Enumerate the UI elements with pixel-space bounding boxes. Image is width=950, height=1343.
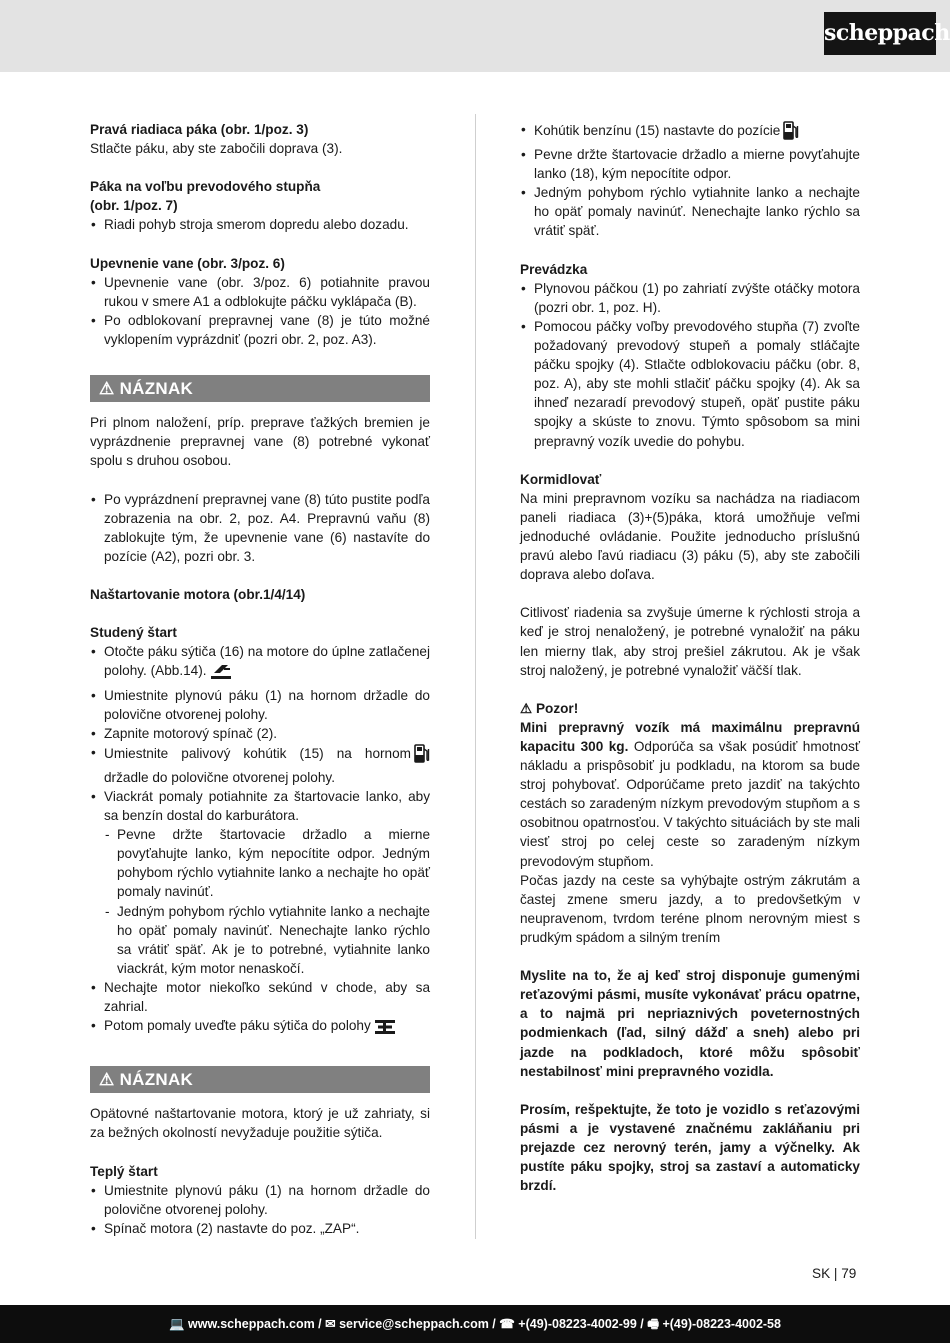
list-item: • Otočte páku sýtiča (16) na motore do úplne zatlačenej polohy. (Abb.14). — [90, 642, 430, 685]
section-title: Naštartovanie motora (obr.1/4/14) — [90, 587, 306, 603]
section-title: Pravá riadiaca páka (obr. 1/poz. 3) — [90, 122, 309, 137]
paragraph: Mini prepravný vozík má maximálnu prepravnú kapacitu 300 kg. Odporúča sa však posúdiť hmotnosť nákladu a prispôsobiť ju podkladu, na ktorom sa bude stroj pohybovať. Odporúčame preto jazdiť na takýchto cestách so zaradeným nízkym prevodovým stupňom a s osobitnou opatrnosťou. V takýchto situáciách by ste mali viesť stroj po celej ceste so zaradeným nízkym prevodovým stupňom. — [520, 719, 860, 869]
list-item: • Spínač motora (2) nastavte do poz. „ZAP“. — [90, 1219, 430, 1238]
fuel-pump-icon — [414, 743, 430, 768]
contact-text: 💻 www.scheppach.com / ✉ service@scheppach.com / ☎ +(49)-08223-4002-99 / 🖷 +(49)-08223-4002-58 — [169, 1317, 781, 1331]
left-column — [90, 120, 430, 1238]
fuel-pump-icon — [783, 120, 799, 145]
paragraph: Stlačte páku, aby ste zabočili doprava (3). — [90, 141, 343, 157]
paragraph: Citlivosť riadenia sa zvyšuje úmerne k rýchlosti stroja a keď je stroj nenaložený, je potrebné vynaložiť na páku len mierny tlak, aby stroj prešiel zákrutou. Ak je však stroj naložený, je potrebné vynaložiť väčší tlak. — [520, 605, 860, 678]
section-title: (obr. 1/poz. 7) — [90, 198, 178, 214]
scheppach-logo: scheppach — [824, 12, 936, 55]
section-title: Studený štart — [90, 625, 177, 641]
list-item: • Jedným pohybom rýchlo vytiahnite lanko a nechajte ho opäť pomaly navinúť. Nenechajte lanko rýchlo sa vrátiť späť. — [520, 183, 860, 240]
list-item: • Umiestnite palivový kohútik (15) na hornom držadle do polovične otvorenej polohy. — [90, 743, 430, 787]
choke-closed-icon — [210, 662, 232, 685]
note-heading: ⚠ NÁZNAK — [90, 1066, 430, 1093]
warning-title: ⚠ Pozor! — [520, 700, 579, 716]
choke-open-icon — [374, 1019, 396, 1040]
dash-list — [104, 825, 430, 978]
paragraph: Opätovné naštartovanie motora, ktorý je už zahriaty, si za bežných okolností nevyžaduje použitie sýtiča. — [90, 1106, 430, 1141]
paragraph: Počas jazdy na ceste sa vyhýbajte ostrým zákrutám a častej zmene smeru jazdy, a to predovšetkým v neupravenom, tvrdom teréne plnom nerovným miest s prudkým spádom a silným trením — [520, 872, 860, 945]
paragraph: Prosím, rešpektujte, že toto je vozidlo s reťazovými pásmi a je vystavené značnému zakláňaniu pri prejazde cez nerovný terén, jamy a výčnelky. Ak pustíte páku spojky, stroj sa zastaví a automaticky brzdí. — [520, 1101, 860, 1194]
section-title: Prevádzka — [520, 261, 588, 277]
list-item: • Umiestnite plynovú páku (1) na hornom držadle do polovične otvorenej polohy. — [90, 1181, 430, 1219]
list-item: • Plynovou páčkou (1) po zahriatí zvýšte otáčky motora (pozri obr. 1, poz. H). — [520, 279, 860, 317]
note-heading: ⚠ NÁZNAK — [90, 375, 430, 402]
list-item: • Zapnite motorový spínač (2). — [90, 724, 430, 743]
bullet-list — [520, 279, 860, 451]
list-item: • Riadi pohyb stroja smerom dopredu alebo dozadu. — [90, 215, 430, 234]
right-column — [520, 120, 860, 1195]
header-bar — [0, 0, 950, 72]
list-item: • Po odblokovaní prepravnej vane (8) je túto možné vyklopením vyprázdniť (pozri obr. 2, poz. A3). — [90, 311, 430, 349]
column-divider — [475, 114, 476, 1239]
list-item: • Kohútik benzínu (15) nastavte do pozície — [520, 120, 860, 145]
list-item: • Viackrát pomaly potiahnite za štartovacie lanko, aby sa benzín dostal do karburátora. - Pevne držte štartovacie držadlo a mierne povyťahujte lanko, kým nepocítite odpor. Jedným pohybom rýchlo vytiahnite lanko a nechajte ho opäť pomaly navinúť. - Jedným pohybom rýchlo vytiahnite lanko a nechajte ho opäť pomaly navinúť. Nenechajte lanko rýchlo sa vrátiť späť. Ak je to potrebné, vytiahnite lanko viackrát, kým motor nenaskočí. — [90, 787, 430, 978]
list-item: • Upevnenie vane (obr. 3/poz. 6) potiahnite pravou rukou v smere A1 a odblokujte páčku vyklápača (B). — [90, 273, 430, 311]
section-title: Teplý štart — [90, 1163, 158, 1179]
bullet-list — [90, 1181, 430, 1238]
bullet-list — [90, 215, 430, 234]
bullet-list — [520, 120, 860, 241]
section-title: Kormidlovať — [520, 471, 602, 487]
list-item: • Po vyprázdnení prepravnej vane (8) túto pustite podľa zobrazenia na obr. 2, poz. A4. Prepravnú vaňu (8) zablokujte tým, že upevnenie vane (6) nastavíte do pozície (A2), pozri obr. 3. — [90, 490, 430, 566]
paragraph: Na mini prepravnom vozíku sa nachádza na riadiacom paneli riadiaca (3)+(5)páka, ktorá umožňuje veľmi jednoduché ovládanie. Použite jednoducho príslušnú pravú alebo ľavú riadiacu (3) páku (5), aby ste zabočili doprava alebo doľava. — [520, 490, 860, 583]
section-title: Páka na voľbu prevodového stupňa — [90, 179, 321, 195]
paragraph: Myslite na to, že aj keď stroj disponuje gumenými reťazovými pásmi, musíte vykonávať prácu opatrne, a to najmä pri nepriaznivých poveternostných podmienkach (ľad, silný dážď a sneh) alebo pri jazde na podkladoch, ktoré môžu spôsobiť nestabilnosť mini prepravného vozidla. — [520, 968, 860, 1079]
page-number: SK | 79 — [812, 1266, 857, 1281]
bullet-list — [90, 273, 430, 349]
list-item: - Jedným pohybom rýchlo vytiahnite lanko a nechajte ho opäť pomaly navinúť. Nenechajte lanko rýchlo sa vrátiť späť. Ak je to potrebné, vytiahnite lanko viackrát, kým motor nenaskočí. — [104, 902, 430, 978]
list-item: • Pevne držte štartovacie držadlo a mierne povyťahujte lanko (18), kým nepocítite odpor. — [520, 145, 860, 183]
bullet-list — [90, 642, 430, 1040]
list-item: • Umiestnite plynovú páku (1) na hornom držadle do polovične otvorenej polohy. — [90, 686, 430, 724]
bullet-list — [90, 490, 430, 566]
section-title: Upevnenie vane (obr. 3/poz. 6) — [90, 255, 285, 271]
contact-footer — [0, 1305, 950, 1343]
list-item: - Pevne držte štartovacie držadlo a mierne povyťahujte lanko, kým nepocítite odpor. Jedným pohybom rýchlo vytiahnite lanko a nechajte ho opäť pomaly navinúť. — [104, 825, 430, 901]
list-item: • Potom pomaly uveďte páku sýtiča do polohy — [90, 1016, 430, 1040]
paragraph: Pri plnom naložení, príp. preprave ťažkých bremien je vyprázdnenie prepravnej vane (8) potrebné vykonať spolu s druhou osobou. — [90, 415, 430, 469]
list-item: • Nechajte motor niekoľko sekúnd v chode, aby sa zahrial. — [90, 978, 430, 1016]
list-item: • Pomocou páčky voľby prevodového stupňa (7) zvoľte požadovaný prevodový stupeň a pomaly stláčajte páčku spojky (4). Stlačte odblokovaciu páčku (obr. 8, poz. A), aby ste mohli stlačiť páčku spojky (4). Ak sa ihneď nezaradí prevodový stupeň, opäť pustite páku spojky a skúste to znovu. Týmto spôsobom sa mini prepravný vozík uvedie do pohybu. — [520, 317, 860, 451]
